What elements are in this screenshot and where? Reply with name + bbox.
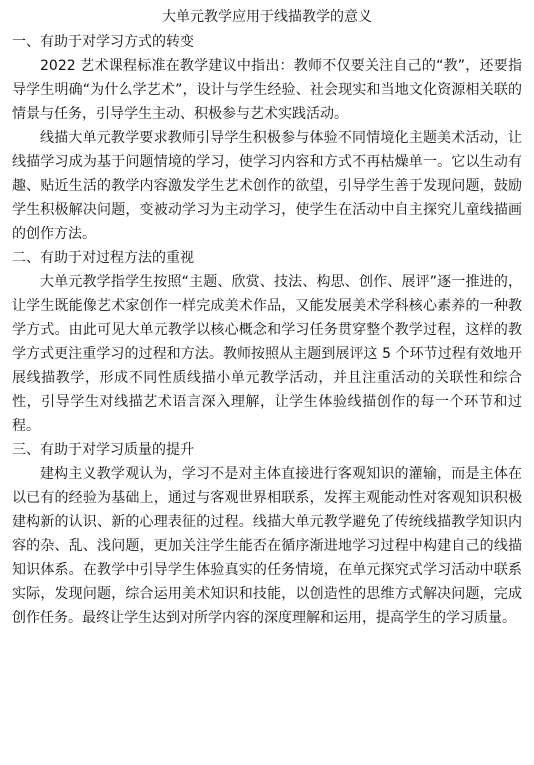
paragraph: 建构主义教学观认为，学习不是对主体直接进行客观知识的灌输，而是主体在以已有的经验为基础上，通过与客观世界相联系，发挥主观能动性对客观知识积极建构新的认识、新的心理表征的过程。线描大单元教学避免了传统线描教学知识内容的杂、乱、浅问题，更加关注学生能否在循序渐进地学习过程中构建自己的线描知识体系。在教学中引导学生体验真实的任务情境，在单元探究式学习活动中联系实际，发现问题，综合运用美术知识和技能，以创造性的思维方式解决问题，完成创作任务。最终让学生达到对所学内容的深度理解和运用，提高学生的学习质量。 — [12, 466, 522, 626]
section-heading: 三、有助于对学习质量的提升 — [12, 442, 194, 458]
section-heading: 一、有助于对学习方式的转变 — [12, 34, 194, 50]
section-process-method — [12, 246, 522, 438]
paragraph: 2022 艺术课程标准在教学建议中指出：教师不仅要关注自己的“教”，还要指导学生明确“为什么学艺术”，设计与学生经验、社会现实和当地文化资源相关联的情景与任务，引导学生主动、积极参与艺术实践活动。 — [12, 58, 522, 122]
paragraph: 大单元教学指学生按照“主题、欣赏、技法、构思、创作、展评”逐一推进的，让学生既能像艺术家创作一样完成美术作品，又能发展美术学科核心素养的一种教学方式。由此可见大单元教学以核心概念和学习任务贯穿整个教学过程，这样的教学方式更注重学习的过程和方法。教师按照从主题到展评这 5 个环节过程有效地开展线描教学，形成不同性质线描小单元教学活动，并且注重活动的关联性和综合性，引导学生对线描艺术语言深入理解，让学生体验线描创作的每一个环节和过程。 — [12, 274, 522, 434]
document-title: 大单元教学应用于线描教学的意义 — [162, 9, 372, 25]
section-learning-quality — [12, 438, 522, 630]
section-heading: 二、有助于对过程方法的重视 — [12, 250, 194, 266]
paragraph: 线描大单元教学要求教师引导学生积极参与体验不同情境化主题美术活动，让线描学习成为基于问题情境的学习，使学习内容和方式不再枯燥单一。它以生动有趣、贴近生活的教学内容激发学生艺术创作的欲望，引导学生善于发现问题，鼓励学生积极解决问题，变被动学习为主动学习，使学生在活动中自主探究儿童线描画的创作方法。 — [12, 130, 522, 242]
section-learning-style — [12, 30, 522, 246]
